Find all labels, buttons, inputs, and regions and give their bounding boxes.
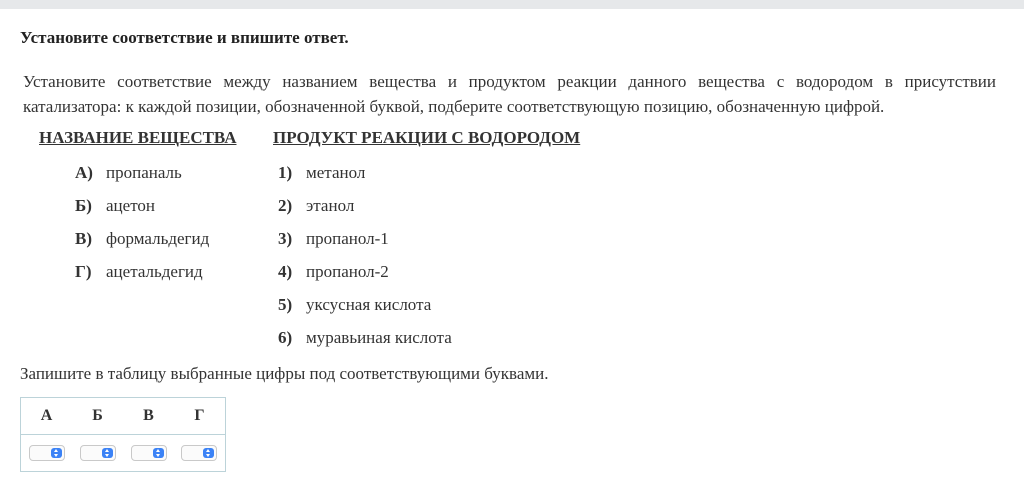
left-item-text: ацетальдегид <box>106 262 203 281</box>
right-item-text: метанол <box>306 163 366 182</box>
left-item-g <box>75 262 203 282</box>
left-item-key: Б) <box>75 196 92 215</box>
right-item-5 <box>278 295 431 315</box>
answer-instruction: Запишите в таблицу выбранные цифры под соответствующими буквами. <box>20 364 549 383</box>
right-item-key: 4) <box>278 262 293 281</box>
left-item-b <box>75 196 155 216</box>
right-item-1 <box>278 163 365 183</box>
right-item-text: этанол <box>306 196 355 215</box>
answer-select-a[interactable] <box>29 445 65 461</box>
left-column-header: НАЗВАНИЕ ВЕЩЕСТВА <box>39 128 237 147</box>
select-arrows-icon <box>203 448 214 458</box>
right-item-key: 3) <box>278 229 293 248</box>
select-arrows-icon <box>153 448 164 458</box>
answer-table-header-row <box>21 398 225 435</box>
answer-select-b[interactable] <box>80 445 116 461</box>
answer-select-g[interactable] <box>181 445 217 461</box>
answer-select-v[interactable] <box>131 445 167 461</box>
right-item-text: пропанол-2 <box>306 262 389 281</box>
answer-header-a: А <box>40 407 53 424</box>
left-item-text: формальдегид <box>106 229 210 248</box>
left-item-key: Г) <box>75 262 92 281</box>
right-item-text: муравьиная кислота <box>306 328 452 347</box>
right-item-key: 6) <box>278 328 293 347</box>
answer-header-v: В <box>143 407 154 424</box>
select-arrows-icon <box>51 448 62 458</box>
right-item-3 <box>278 229 389 249</box>
right-item-6 <box>278 328 452 348</box>
select-arrows-icon <box>102 448 113 458</box>
right-item-4 <box>278 262 389 282</box>
left-item-key: А) <box>75 163 93 182</box>
right-item-key: 1) <box>278 163 293 182</box>
left-item-text: пропаналь <box>106 163 182 182</box>
left-item-key: В) <box>75 229 92 248</box>
right-item-2 <box>278 196 354 216</box>
left-item-v <box>75 229 209 249</box>
left-item-text: ацетон <box>106 196 155 215</box>
right-column-header: ПРОДУКТ РЕАКЦИИ С ВОДОРОДОМ <box>273 128 581 147</box>
answer-header-b: Б <box>92 407 103 424</box>
right-item-key: 2) <box>278 196 293 215</box>
top-bar <box>0 0 1024 9</box>
answer-table <box>20 397 226 472</box>
right-item-text: уксусная кислота <box>306 295 432 314</box>
left-item-a <box>75 163 182 183</box>
right-item-text: пропанол-1 <box>306 229 389 248</box>
task-text: Установите соответствие между названием вещества и продуктом реакции данного вещества с водородом в присутствии катализатора: к каждой позиции, обозначенной буквой, подберите соответствующую позицию, обозначенную цифрой. <box>23 72 996 116</box>
answer-header-g: Г <box>194 407 205 424</box>
right-item-key: 5) <box>278 295 293 314</box>
task-heading: Установите соответствие и впишите ответ. <box>20 28 349 47</box>
